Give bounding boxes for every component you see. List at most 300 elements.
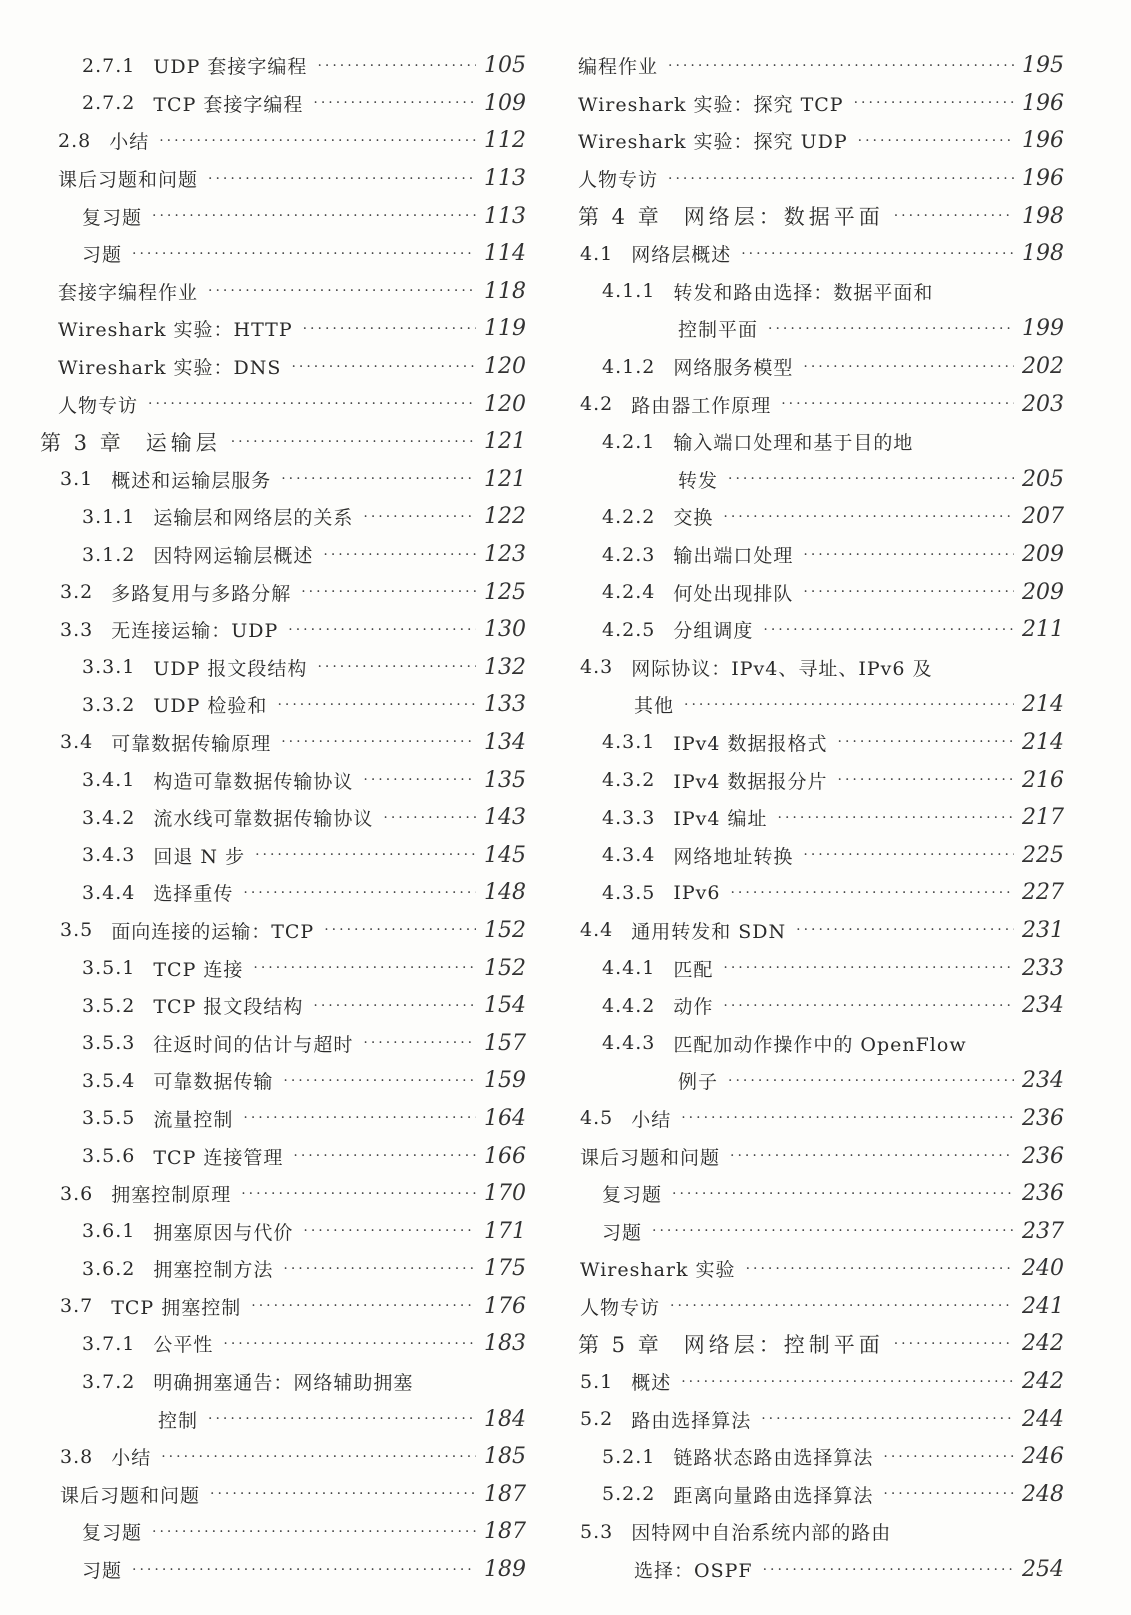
toc-entry[interactable]: [578, 1250, 1064, 1288]
toc-entry[interactable]: [40, 47, 526, 85]
toc-entry-title: 构造可靠数据传输协议: [153, 770, 354, 793]
toc-entry-title: 何处出现排队: [673, 582, 794, 605]
toc-entry-number: 2.7.1: [82, 54, 136, 77]
toc-entry[interactable]: [40, 310, 526, 348]
toc-entry[interactable]: [40, 874, 526, 912]
toc-leader-dots: [148, 397, 476, 411]
toc-entry-title: 可靠数据传输原理: [111, 732, 272, 755]
toc-entry[interactable]: [578, 987, 1064, 1025]
toc-leader-dots: [681, 1375, 1014, 1389]
toc-entry[interactable]: [40, 498, 526, 536]
toc-page-number: 159: [484, 1068, 526, 1094]
toc-entry-title: 交换: [673, 507, 714, 530]
toc-leader-dots: [803, 585, 1014, 599]
toc-leader-dots: [858, 134, 1014, 148]
toc-entry-number: 4.2.2: [602, 505, 656, 528]
toc-entry[interactable]: [578, 1438, 1064, 1476]
toc-leader-dots: [730, 886, 1014, 900]
toc-entry[interactable]: [578, 273, 1064, 311]
toc-entry[interactable]: [578, 573, 1064, 611]
toc-leader-dots: [838, 773, 1014, 787]
toc-page-number: 152: [484, 955, 526, 981]
toc-entry-number: 4.2.1: [602, 430, 656, 453]
toc-entry[interactable]: [578, 85, 1064, 123]
toc-page-number: 234: [1022, 1068, 1064, 1094]
toc-entry-title: 网际协议：IPv4、寻址、IPv6 及: [631, 657, 933, 680]
toc-entry-number: 5.2.1: [602, 1445, 656, 1468]
toc-page-number: 242: [1022, 1369, 1064, 1395]
toc-entry-title: 因特网中自治系统内部的路由: [631, 1522, 892, 1545]
toc-entry-title: 往返时间的估计与超时: [153, 1033, 354, 1056]
toc-entry[interactable]: [578, 536, 1064, 574]
toc-entry-title: 路由器工作原理: [631, 394, 772, 417]
toc-entry[interactable]: [40, 1476, 526, 1514]
toc-entry[interactable]: [578, 235, 1064, 273]
toc-entry-number: 4.3.5: [602, 881, 656, 904]
toc-leader-dots: [723, 510, 1014, 524]
toc-page-number: 114: [484, 241, 526, 267]
toc-entry-title: 网络层概述: [631, 244, 732, 267]
toc-entry[interactable]: [40, 1212, 526, 1250]
toc-page-number: 216: [1022, 767, 1064, 793]
toc-entry-number: 3.4.4: [82, 881, 136, 904]
toc-leader-dots: [854, 96, 1014, 110]
toc-page-number: 246: [1022, 1444, 1064, 1470]
toc-entry-number: 4.3.2: [602, 769, 656, 792]
toc-page-number: 217: [1022, 805, 1064, 831]
toc-leader-dots: [255, 848, 476, 862]
toc-entry[interactable]: [578, 649, 1064, 687]
toc-entry[interactable]: [40, 987, 526, 1025]
toc-page-number: 196: [1022, 128, 1064, 154]
toc-entry[interactable]: [40, 573, 526, 611]
toc-leader-dots: [251, 1299, 476, 1313]
toc-entry[interactable]: [40, 1551, 526, 1589]
toc-entry-number: 3.3.1: [82, 656, 136, 679]
toc-leader-dots: [838, 735, 1014, 749]
toc-entry-number: 4.2: [580, 393, 614, 416]
toc-entry[interactable]: [578, 498, 1064, 536]
toc-entry[interactable]: [578, 799, 1064, 837]
toc-page-number: 157: [484, 1030, 526, 1056]
toc-entry-title: 明确拥塞通告：网络辅助拥塞: [153, 1372, 414, 1395]
toc-entry-number: 5.3: [580, 1520, 614, 1543]
toc-entry[interactable]: [578, 1400, 1064, 1438]
toc-entry-title: 回退 N 步: [153, 845, 246, 868]
toc-entry-number: 4.3: [580, 656, 614, 679]
toc-entry[interactable]: [40, 912, 526, 950]
toc-left-column: [40, 47, 526, 1588]
toc-page-number: 112: [484, 128, 526, 154]
toc-entry-title: 输出端口处理: [673, 545, 794, 568]
toc-entry-title: 人物专访: [580, 1296, 661, 1319]
toc-leader-dots: [323, 548, 476, 562]
toc-leader-dots: [152, 209, 476, 223]
toc-entry-title: TCP 报文段结构: [153, 996, 304, 1019]
toc-entry[interactable]: [578, 1100, 1064, 1138]
toc-entry-number: 4.4.3: [602, 1032, 656, 1055]
toc-entry-title: 拥塞控制方法: [153, 1259, 274, 1282]
toc-entry[interactable]: [40, 1175, 526, 1213]
toc-entry-title: 选择：OSPF: [634, 1560, 753, 1583]
toc-entry[interactable]: [40, 122, 526, 160]
toc-page-number: 148: [484, 880, 526, 906]
toc-entry[interactable]: [40, 1250, 526, 1288]
toc-entry-title: TCP 套接字编程: [153, 93, 304, 116]
toc-entry-number: 第 5 章: [578, 1332, 662, 1357]
toc-entry-title: 复习题: [82, 1522, 143, 1545]
toc-page-number: 242: [1022, 1331, 1064, 1357]
toc-page-number: 209: [1022, 542, 1064, 568]
toc-entry-title: 因特网运输层概述: [153, 545, 314, 568]
toc-leader-dots: [670, 1299, 1014, 1313]
toc-entry[interactable]: [578, 836, 1064, 874]
toc-leader-dots: [684, 698, 1014, 712]
toc-entry[interactable]: [40, 235, 526, 273]
toc-entry[interactable]: [40, 1363, 526, 1401]
toc-entry-title: 课后习题和问题: [580, 1146, 721, 1169]
toc-entry-number: 3.4: [60, 731, 94, 754]
toc-leader-dots: [761, 1412, 1014, 1426]
toc-entry[interactable]: [40, 611, 526, 649]
toc-entry[interactable]: [578, 160, 1064, 198]
toc-entry[interactable]: [578, 686, 1064, 724]
toc-entry-number: 5.2.2: [602, 1483, 656, 1506]
toc-leader-dots: [768, 322, 1014, 336]
toc-entry-number: 3.5.5: [82, 1107, 136, 1130]
toc-entry[interactable]: [578, 348, 1064, 386]
toc-entry-title: Wireshark 实验: [580, 1259, 736, 1282]
toc-entry[interactable]: [578, 197, 1064, 235]
toc-entry[interactable]: [40, 1100, 526, 1138]
toc-entry-number: 3.8: [60, 1445, 94, 1468]
toc-entry-title: 网络地址转换: [673, 845, 794, 868]
toc-leader-dots: [723, 999, 1014, 1013]
toc-entry-number: 2.7.2: [82, 92, 136, 115]
toc-entry[interactable]: [40, 799, 526, 837]
toc-entry[interactable]: [40, 423, 526, 461]
toc-page-number: 254: [1022, 1557, 1064, 1583]
toc-page-number: 198: [1022, 203, 1064, 229]
toc-page-number: 203: [1022, 391, 1064, 417]
toc-entry-number: 3.7.1: [82, 1332, 136, 1355]
toc-entry-title: 转发: [678, 469, 719, 492]
toc-entry-title: 其他: [634, 695, 675, 718]
toc-leader-dots: [781, 397, 1014, 411]
toc-entry[interactable]: [578, 1363, 1064, 1401]
toc-entry-title: 无连接运输：UDP: [111, 620, 279, 643]
toc-leader-dots: [728, 1074, 1014, 1088]
toc-leader-dots: [301, 585, 476, 599]
toc-entry-title: UDP 检验和: [153, 695, 268, 718]
toc-entry-title: 控制: [158, 1409, 199, 1432]
toc-entry-number: 3.5.6: [82, 1145, 136, 1168]
toc-entry[interactable]: [40, 197, 526, 235]
toc-entry[interactable]: [578, 761, 1064, 799]
toc-entry[interactable]: [40, 1024, 526, 1062]
toc-entry[interactable]: [40, 649, 526, 687]
toc-entry-title: TCP 连接管理: [153, 1146, 284, 1169]
toc-entry-title: IPv4 数据报格式: [673, 732, 828, 755]
toc-entry-title: 网络层：控制平面: [683, 1332, 884, 1357]
toc-entry[interactable]: [578, 461, 1064, 499]
toc-entry[interactable]: [578, 912, 1064, 950]
toc-page-number: 132: [484, 654, 526, 680]
toc-page-number: 187: [484, 1519, 526, 1545]
toc-entry-number: 4.1.2: [602, 355, 656, 378]
toc-entry[interactable]: [578, 1212, 1064, 1250]
toc-entry-title: 习题: [602, 1221, 643, 1244]
toc-entry[interactable]: [578, 1513, 1064, 1551]
toc-entry-number: 3.4.1: [82, 769, 136, 792]
toc-entry-title: 分组调度: [673, 620, 754, 643]
toc-page-number: 207: [1022, 504, 1064, 530]
toc-leader-dots: [152, 1525, 476, 1539]
toc-entry-number: 4.4.1: [602, 957, 656, 980]
toc-leader-dots: [293, 1149, 476, 1163]
toc-page-number: 225: [1022, 842, 1064, 868]
toc-entry-title: IPv4 编址: [673, 808, 768, 831]
toc-entry[interactable]: [578, 949, 1064, 987]
toc-entry-title: 运输层: [145, 430, 221, 455]
toc-entry-number: 第 3 章: [40, 430, 124, 455]
toc-entry[interactable]: [40, 1513, 526, 1551]
toc-entry-title: 套接字编程作业: [58, 281, 199, 304]
toc-leader-dots: [161, 1450, 476, 1464]
toc-entry[interactable]: [578, 1325, 1064, 1363]
toc-entry[interactable]: [40, 1137, 526, 1175]
toc-page-number: 227: [1022, 880, 1064, 906]
toc-page-number: 234: [1022, 993, 1064, 1019]
toc-entry-title: 拥塞原因与代价: [153, 1221, 294, 1244]
toc-entry[interactable]: [40, 536, 526, 574]
toc-page-number: 164: [484, 1105, 526, 1131]
toc-entry-title: 匹配加动作操作中的 OpenFlow: [673, 1033, 967, 1056]
toc-entry[interactable]: [40, 85, 526, 123]
toc-entry-number: 4.3.3: [602, 806, 656, 829]
toc-entry[interactable]: [578, 1175, 1064, 1213]
toc-page-number: 233: [1022, 955, 1064, 981]
toc-entry[interactable]: [578, 122, 1064, 160]
toc-leader-dots: [208, 1412, 476, 1426]
toc-entry-title: UDP 套接字编程: [153, 56, 308, 79]
toc-entry[interactable]: [578, 1551, 1064, 1589]
toc-entry-number: 3.1.1: [82, 505, 136, 528]
toc-page-number: 105: [484, 53, 526, 79]
toc-entry-number: 2.8: [58, 129, 92, 152]
toc-page-number: 205: [1022, 466, 1064, 492]
toc-entry[interactable]: [578, 1288, 1064, 1326]
toc-entry[interactable]: [578, 1137, 1064, 1175]
toc-entry-number: 3.5: [60, 919, 94, 942]
toc-entry[interactable]: [578, 1062, 1064, 1100]
toc-page-number: 187: [484, 1481, 526, 1507]
toc-entry-title: 选择重传: [153, 883, 234, 906]
toc-entry-title: 路由选择算法: [631, 1409, 752, 1432]
toc-entry-number: 3.5.3: [82, 1032, 136, 1055]
toc-page-number: 236: [1022, 1181, 1064, 1207]
toc-entry-number: 4.1: [580, 242, 614, 265]
toc-entry-number: 3.4.2: [82, 806, 136, 829]
toc-page-number: 241: [1022, 1293, 1064, 1319]
toc-entry[interactable]: [578, 310, 1064, 348]
toc-page-number: 183: [484, 1331, 526, 1357]
toc-entry-number: 3.5.2: [82, 994, 136, 1017]
toc-page-number: 154: [484, 993, 526, 1019]
toc-entry[interactable]: [40, 461, 526, 499]
toc-page-number: 196: [1022, 166, 1064, 192]
toc-entry-title: Wireshark 实验：DNS: [58, 357, 282, 380]
toc-entry[interactable]: [40, 686, 526, 724]
toc-entry-title: 复习题: [82, 206, 143, 229]
toc-leader-dots: [730, 1149, 1014, 1163]
toc-entry-title: Wireshark 实验：探究 TCP: [578, 93, 844, 116]
toc-leader-dots: [283, 1074, 476, 1088]
toc-leader-dots: [281, 735, 476, 749]
toc-page-number: 240: [1022, 1256, 1064, 1282]
toc-entry[interactable]: [578, 724, 1064, 762]
toc-entry-title: 小结: [111, 1447, 152, 1470]
toc-entry[interactable]: [40, 724, 526, 762]
toc-entry-title: 多路复用与多路分解: [111, 582, 292, 605]
toc-entry-number: 4.3.1: [602, 731, 656, 754]
toc-entry-title: 课后习题和问题: [58, 169, 199, 192]
toc-leader-dots: [317, 660, 476, 674]
toc-page-number: 134: [484, 729, 526, 755]
toc-leader-dots: [363, 1036, 476, 1050]
toc-leader-dots: [132, 247, 476, 261]
toc-entry-title: 习题: [82, 1560, 123, 1583]
toc-page-number: 248: [1022, 1481, 1064, 1507]
toc-page-number: 185: [484, 1444, 526, 1470]
toc-leader-dots: [208, 172, 476, 186]
toc-entry[interactable]: [578, 47, 1064, 85]
toc-entry[interactable]: [40, 1288, 526, 1326]
toc-entry-title: 控制平面: [678, 319, 759, 342]
toc-entry[interactable]: [578, 423, 1064, 461]
toc-leader-dots: [317, 59, 476, 73]
toc-leader-dots: [313, 96, 476, 110]
toc-leader-dots: [303, 1224, 476, 1238]
toc-page-number: 236: [1022, 1143, 1064, 1169]
toc-entry-title: IPv4 数据报分片: [673, 770, 828, 793]
toc-entry-title: 概述: [631, 1372, 672, 1395]
toc-entry-number: 3.1.2: [82, 543, 136, 566]
toc-entry[interactable]: [578, 1476, 1064, 1514]
toc-leader-dots: [723, 961, 1014, 975]
toc-entry[interactable]: [40, 1400, 526, 1438]
toc-entry-number: 3.7: [60, 1295, 94, 1318]
toc-entry-title: Wireshark 实验：探究 UDP: [578, 131, 848, 154]
toc-page-number: 171: [484, 1218, 526, 1244]
toc-entry-title: TCP 拥塞控制: [111, 1296, 242, 1319]
toc-entry-number: 3.4.3: [82, 844, 136, 867]
toc-entry-title: 拥塞控制原理: [111, 1184, 232, 1207]
toc-entry-number: 5.2: [580, 1408, 614, 1431]
toc-entry-title: IPv6: [673, 881, 721, 904]
toc-page-number: 120: [484, 354, 526, 380]
toc-page-number: 195: [1022, 53, 1064, 79]
toc-page-number: 170: [484, 1181, 526, 1207]
toc-page-number: 176: [484, 1293, 526, 1319]
toc-entry[interactable]: [40, 761, 526, 799]
toc-entry-title: 流水线可靠数据传输协议: [153, 808, 374, 831]
toc-entry[interactable]: [40, 1062, 526, 1100]
toc-entry[interactable]: [40, 1325, 526, 1363]
toc-entry[interactable]: [578, 1024, 1064, 1062]
toc-entry[interactable]: [578, 611, 1064, 649]
toc-leader-dots: [283, 1262, 476, 1276]
toc-entry[interactable]: [40, 836, 526, 874]
toc-entry[interactable]: [578, 385, 1064, 423]
toc-leader-dots: [883, 1487, 1014, 1501]
toc-entry-title: 可靠数据传输: [153, 1071, 274, 1094]
toc-entry-number: 4.3.4: [602, 844, 656, 867]
toc-leader-dots: [363, 510, 476, 524]
toc-leader-dots: [313, 999, 476, 1013]
toc-entry[interactable]: [40, 273, 526, 311]
toc-entry-number: 3.3: [60, 618, 94, 641]
toc-entry-title: 输入端口处理和基于目的地: [673, 432, 914, 455]
toc-entry-title: 链路状态路由选择算法: [673, 1447, 874, 1470]
toc-entry[interactable]: [40, 348, 526, 386]
toc-entry-title: 例子: [678, 1071, 719, 1094]
toc-leader-dots: [668, 172, 1014, 186]
toc-leader-dots: [291, 360, 476, 374]
toc-entry-title: 公平性: [153, 1334, 214, 1357]
toc-leader-dots: [803, 848, 1014, 862]
toc-page-number: 237: [1022, 1218, 1064, 1244]
toc-leader-dots: [363, 773, 476, 787]
toc-entry[interactable]: [40, 1438, 526, 1476]
toc-entry-title: Wireshark 实验：HTTP: [58, 319, 293, 342]
toc-leader-dots: [281, 472, 476, 486]
toc-leader-dots: [243, 1111, 476, 1125]
toc-entry-title: 人物专访: [578, 169, 659, 192]
toc-page-number: 231: [1022, 917, 1064, 943]
toc-entry-title: UDP 报文段结构: [153, 657, 308, 680]
toc-leader-dots: [210, 1487, 476, 1501]
toc-page-number: 175: [484, 1256, 526, 1282]
toc-page-number: 143: [484, 805, 526, 831]
toc-page-number: 130: [484, 617, 526, 643]
toc-page-number: 145: [484, 842, 526, 868]
toc-entry-number: 4.1.1: [602, 280, 656, 303]
toc-entry[interactable]: [578, 874, 1064, 912]
toc-entry-number: 5.1: [580, 1370, 614, 1393]
toc-page-number: 122: [484, 504, 526, 530]
toc-entry-title: 编程作业: [578, 56, 659, 79]
toc-page-number: 125: [484, 579, 526, 605]
toc-page-number: 184: [484, 1406, 526, 1432]
toc-entry-title: 网络服务模型: [673, 357, 794, 380]
toc-leader-dots: [208, 284, 476, 298]
toc-entry-number: 4.2.3: [602, 543, 656, 566]
toc-page-number: 202: [1022, 354, 1064, 380]
toc-page-number: 121: [484, 466, 526, 492]
toc-leader-dots: [728, 472, 1014, 486]
toc-entry[interactable]: [40, 385, 526, 423]
toc-entry-number: 3.7.2: [82, 1370, 136, 1393]
toc-entry[interactable]: [40, 949, 526, 987]
toc-leader-dots: [383, 811, 476, 825]
toc-right-column: [578, 47, 1064, 1588]
toc-entry[interactable]: [40, 160, 526, 198]
toc-page-number: 209: [1022, 579, 1064, 605]
toc-leader-dots: [796, 923, 1014, 937]
toc-page-number: 121: [484, 429, 526, 455]
toc-entry-number: 3.2: [60, 581, 94, 604]
